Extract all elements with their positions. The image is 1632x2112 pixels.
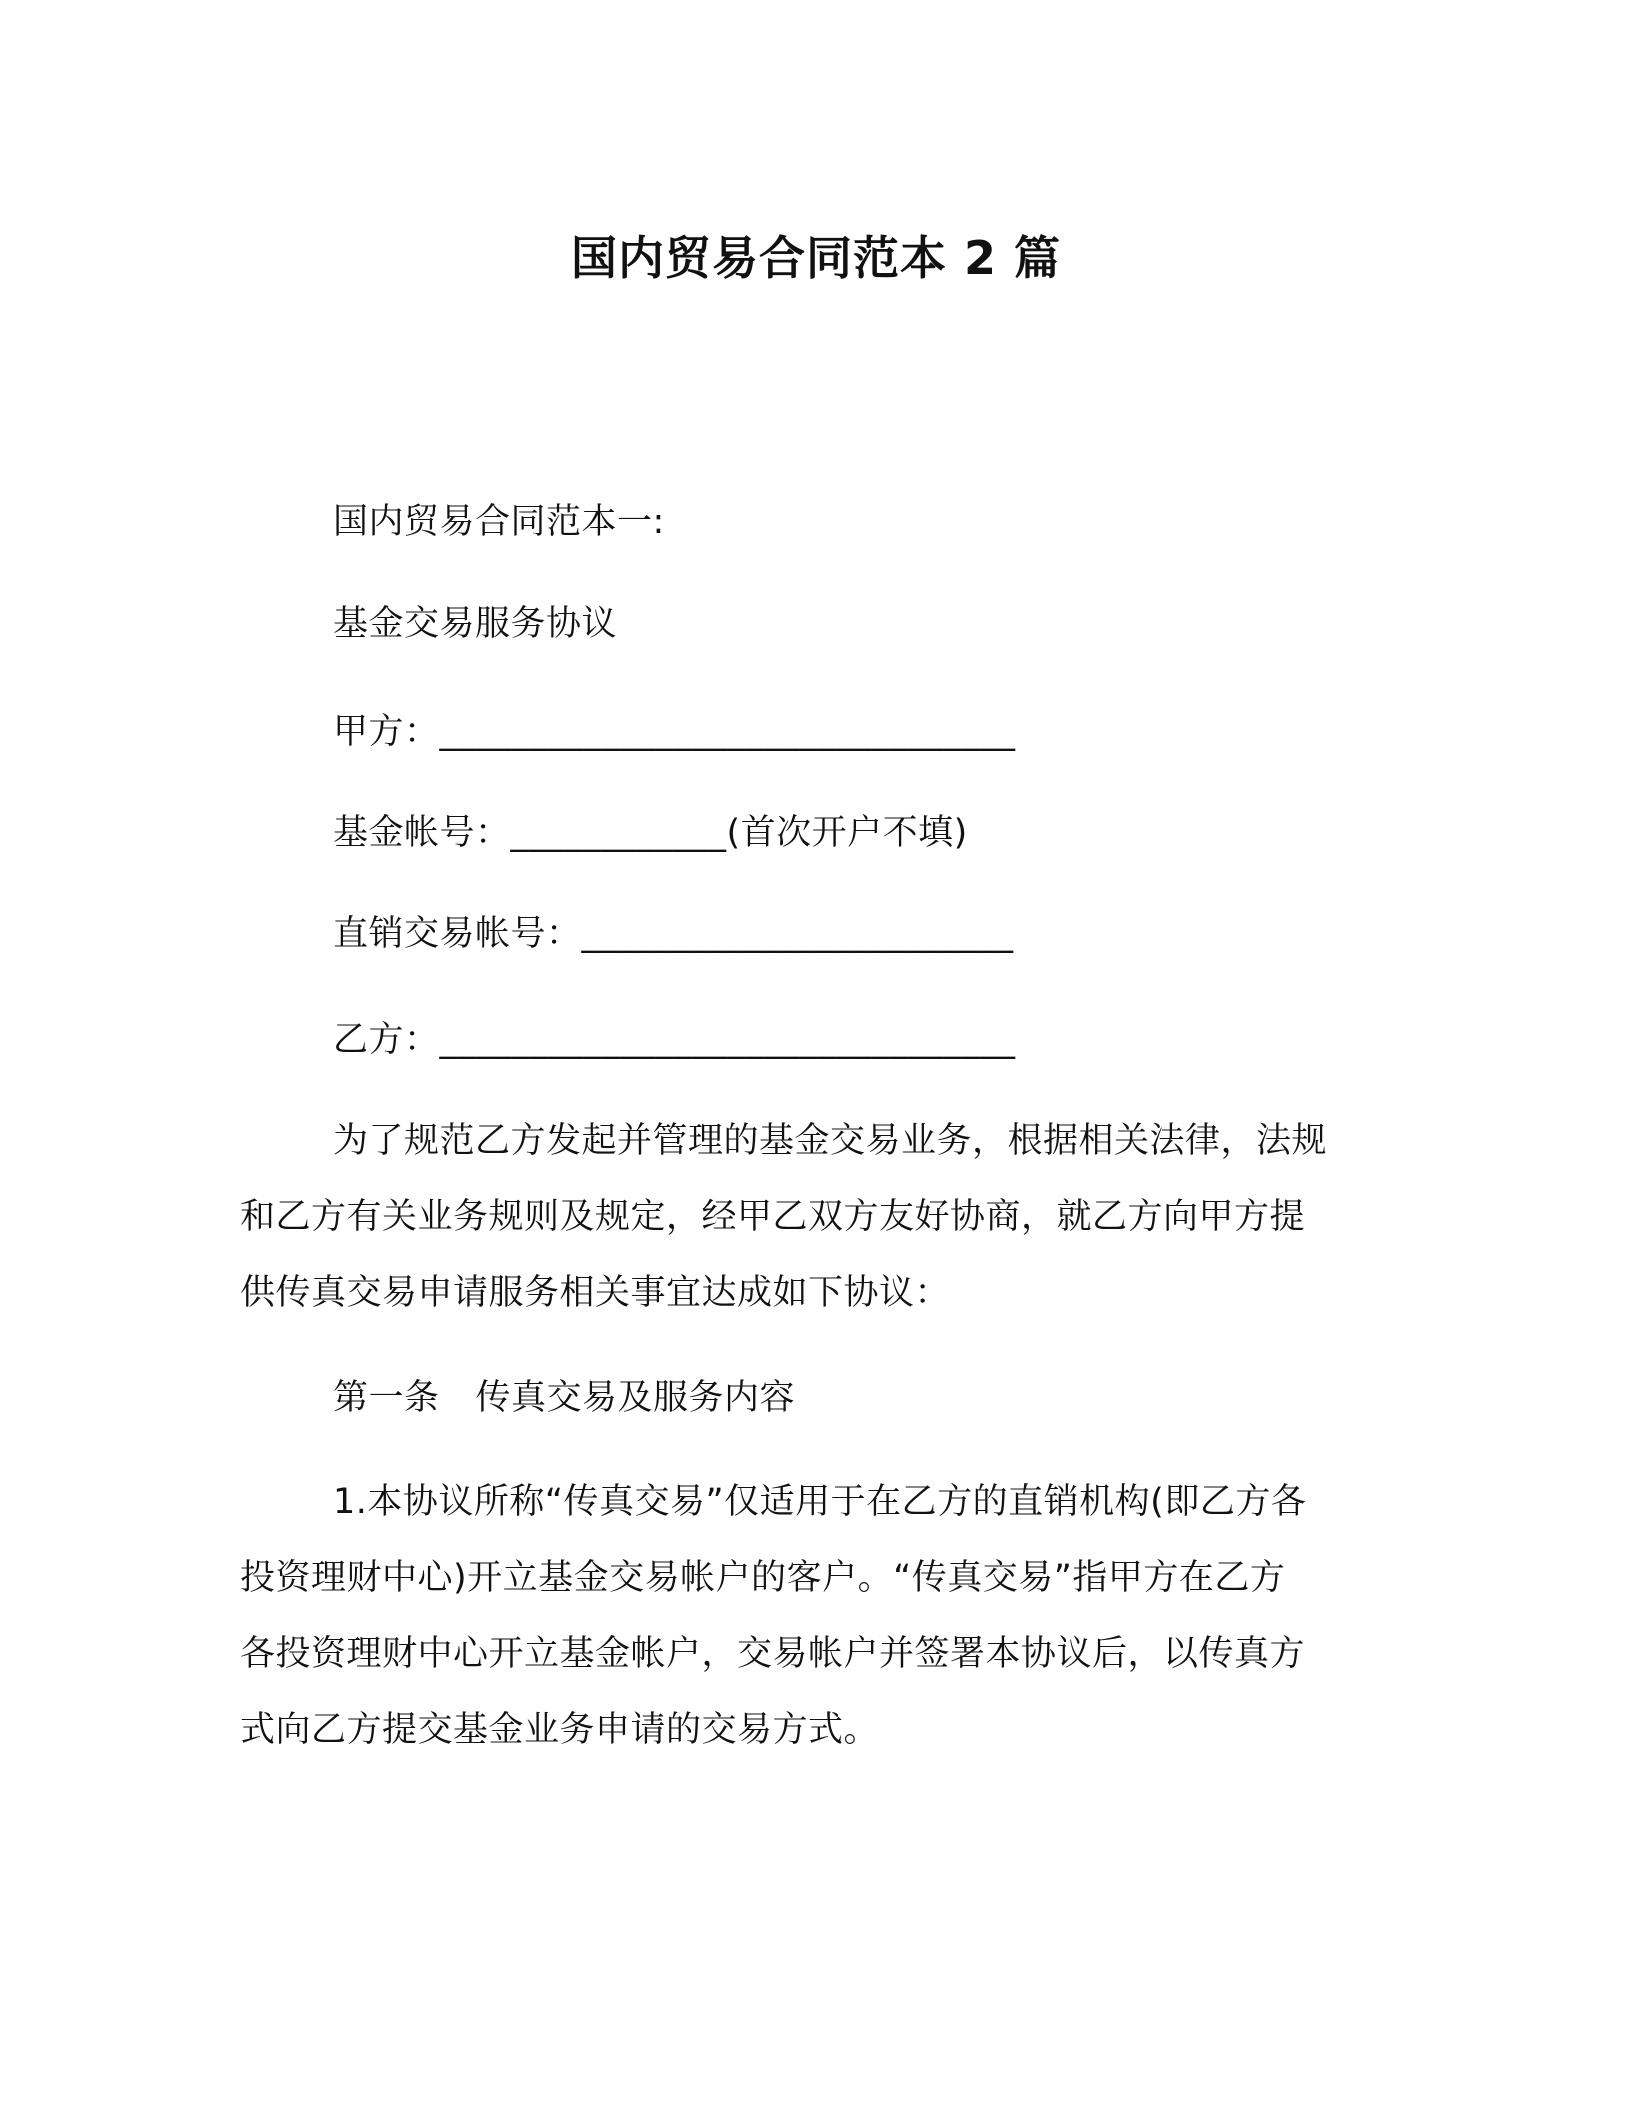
article-title: 传真交易及服务内容 xyxy=(475,1378,796,1418)
clause-one-line-4: 式向乙方提交基金业务申请的交易方式。 xyxy=(240,1710,880,1750)
document-title: 国内贸易合同范本 2 篇 xyxy=(570,231,1062,285)
party-a-field: 甲方：________________________________ xyxy=(333,712,1016,752)
preamble-line-1: 为了规范乙方发起并管理的基金交易业务，根据相关法律，法规 xyxy=(333,1121,1328,1161)
preamble-line-3: 供传真交易申请服务相关事宜达成如下协议： xyxy=(240,1273,951,1313)
fund-account-field: 基金帐号：____________(首次开户不填) xyxy=(333,813,968,853)
preamble-line-2: 和乙方有关业务规则及规定，经甲乙双方友好协商，就乙方向甲方提 xyxy=(240,1197,1306,1237)
clause-one-line-2: 投资理财中心)开立基金交易帐户的客户。“传真交易”指甲方在乙方 xyxy=(240,1558,1286,1598)
clause-one-line-3: 各投资理财中心开立基金帐户，交易帐户并签署本协议后，以传真方 xyxy=(240,1634,1306,1674)
direct-account-field: 直销交易帐号：________________________ xyxy=(333,914,1014,954)
article-number: 第一条 xyxy=(333,1378,440,1418)
article-one-heading xyxy=(333,1370,795,1420)
agreement-title: 基金交易服务协议 xyxy=(333,604,618,644)
clause-one-line-1: 1.本协议所称“传真交易”仅适用于在乙方的直销机构(即乙方各 xyxy=(333,1482,1307,1522)
party-b-field: 乙方：________________________________ xyxy=(333,1020,1016,1060)
section-heading: 国内贸易合同范本一: xyxy=(333,502,665,542)
